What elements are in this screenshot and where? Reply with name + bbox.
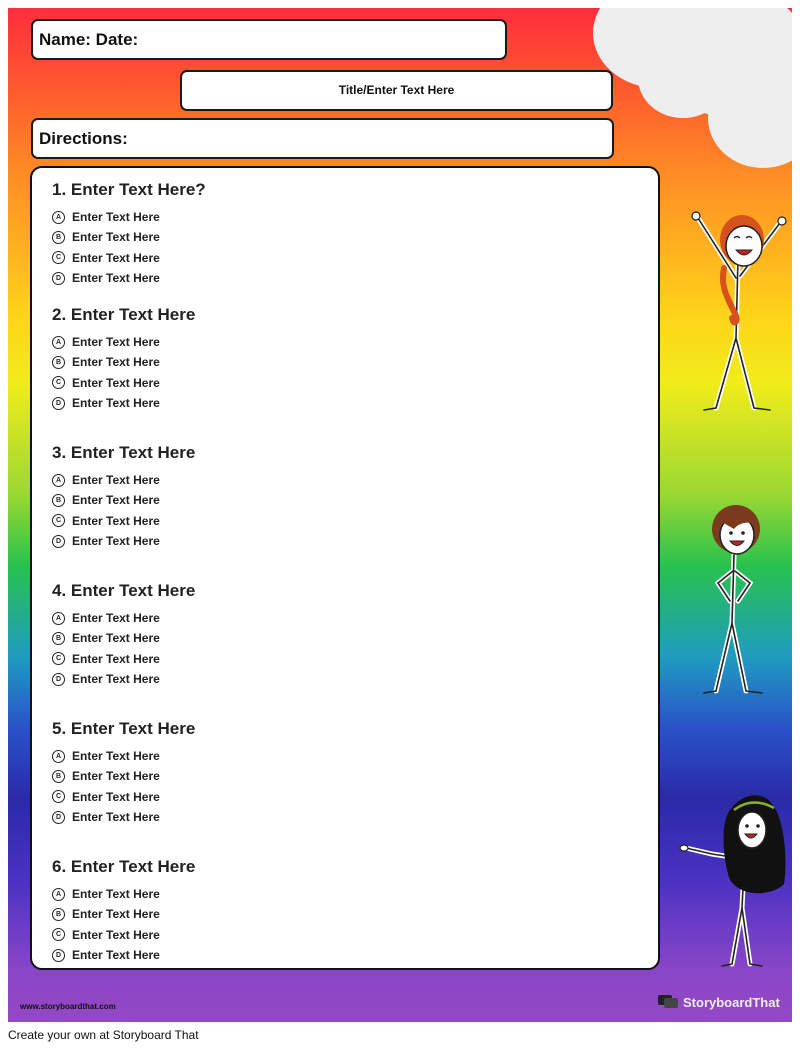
- option-text: Enter Text Here: [72, 927, 160, 942]
- question-3: [52, 442, 195, 551]
- question-title: 2. Enter Text Here: [52, 305, 196, 324]
- option-text: Enter Text Here: [72, 948, 160, 963]
- option-c[interactable]: [52, 248, 206, 268]
- option-b[interactable]: [52, 766, 195, 786]
- option-text: Enter Text Here: [72, 210, 160, 225]
- option-d[interactable]: [52, 268, 206, 288]
- option-text: Enter Text Here: [72, 473, 160, 488]
- stick-figure-brunette-icon: [690, 493, 780, 698]
- option-letter-d: D: [52, 397, 65, 410]
- directions-label: Directions:: [39, 129, 128, 148]
- question-title: 5. Enter Text Here: [52, 719, 196, 738]
- footer-url[interactable]: www.storyboardthat.com: [20, 1002, 116, 1011]
- option-letter-b: B: [52, 231, 65, 244]
- question-title: 1. Enter Text Here?: [52, 180, 206, 199]
- option-text: Enter Text Here: [72, 672, 160, 687]
- question-2: [52, 304, 195, 413]
- option-text: Enter Text Here: [72, 749, 160, 764]
- option-text: Enter Text Here: [72, 375, 160, 390]
- option-letter-d: D: [52, 535, 65, 548]
- option-b[interactable]: [52, 904, 195, 924]
- option-text: Enter Text Here: [72, 396, 160, 411]
- option-text: Enter Text Here: [72, 887, 160, 902]
- option-letter-a: A: [52, 612, 65, 625]
- option-letter-d: D: [52, 949, 65, 962]
- option-letter-b: B: [52, 770, 65, 783]
- option-text: Enter Text Here: [72, 631, 160, 646]
- directions-field[interactable]: [31, 118, 614, 159]
- option-text: Enter Text Here: [72, 810, 160, 825]
- option-letter-c: C: [52, 790, 65, 803]
- option-d[interactable]: [52, 945, 195, 965]
- option-b[interactable]: [52, 352, 195, 372]
- option-a[interactable]: [52, 884, 195, 904]
- question-title: 3. Enter Text Here: [52, 443, 196, 462]
- option-letter-b: B: [52, 356, 65, 369]
- option-text: Enter Text Here: [72, 907, 160, 922]
- option-d[interactable]: [52, 807, 195, 827]
- option-a[interactable]: [52, 608, 195, 628]
- option-letter-c: C: [52, 376, 65, 389]
- option-d[interactable]: [52, 669, 195, 689]
- option-letter-a: A: [52, 750, 65, 763]
- option-text: Enter Text Here: [72, 271, 160, 286]
- worksheet-canvas: [8, 8, 792, 1022]
- question-4: [52, 580, 195, 689]
- option-text: Enter Text Here: [72, 513, 160, 528]
- brand-logo: [657, 993, 780, 1011]
- name-date-label: Name: Date:: [39, 30, 139, 49]
- option-letter-b: B: [52, 908, 65, 921]
- question-5: [52, 718, 195, 827]
- stick-figure-redhead-icon: [680, 198, 790, 420]
- option-text: Enter Text Here: [72, 250, 160, 265]
- option-a[interactable]: [52, 470, 195, 490]
- brand-name: StoryboardThat: [683, 994, 780, 1010]
- option-letter-c: C: [52, 251, 65, 264]
- option-letter-b: B: [52, 632, 65, 645]
- option-b[interactable]: [52, 227, 206, 247]
- option-text: Enter Text Here: [72, 611, 160, 626]
- title-placeholder: Title/Enter Text Here: [338, 83, 455, 97]
- option-letter-a: A: [52, 474, 65, 487]
- name-date-field[interactable]: [31, 19, 507, 60]
- option-b[interactable]: [52, 628, 195, 648]
- option-c[interactable]: [52, 649, 195, 669]
- option-a[interactable]: [52, 746, 195, 766]
- option-text: Enter Text Here: [72, 335, 160, 350]
- question-title: 4. Enter Text Here: [52, 581, 196, 600]
- option-letter-c: C: [52, 928, 65, 941]
- stick-figure-black-hair-icon: [672, 788, 792, 970]
- option-text: Enter Text Here: [72, 355, 160, 370]
- option-text: Enter Text Here: [72, 789, 160, 804]
- option-letter-b: B: [52, 494, 65, 507]
- option-a[interactable]: [52, 207, 206, 227]
- question-6: [52, 856, 195, 965]
- option-c[interactable]: [52, 511, 195, 531]
- option-letter-c: C: [52, 652, 65, 665]
- option-b[interactable]: [52, 490, 195, 510]
- option-c[interactable]: [52, 373, 195, 393]
- speech-bubble-icon: [657, 994, 679, 1010]
- option-c[interactable]: [52, 787, 195, 807]
- question-1: [52, 179, 206, 288]
- page-caption[interactable]: Create your own at Storyboard That: [8, 1028, 199, 1042]
- option-letter-d: D: [52, 811, 65, 824]
- option-text: Enter Text Here: [72, 769, 160, 784]
- option-text: Enter Text Here: [72, 534, 160, 549]
- option-letter-d: D: [52, 673, 65, 686]
- option-letter-a: A: [52, 888, 65, 901]
- option-d[interactable]: [52, 531, 195, 551]
- option-c[interactable]: [52, 925, 195, 945]
- question-title: 6. Enter Text Here: [52, 857, 196, 876]
- option-d[interactable]: [52, 393, 195, 413]
- option-text: Enter Text Here: [72, 493, 160, 508]
- title-field[interactable]: [180, 70, 613, 111]
- option-text: Enter Text Here: [72, 651, 160, 666]
- option-letter-a: A: [52, 336, 65, 349]
- option-letter-c: C: [52, 514, 65, 527]
- quiz-panel: [30, 166, 660, 970]
- option-a[interactable]: [52, 332, 195, 352]
- option-text: Enter Text Here: [72, 230, 160, 245]
- option-letter-d: D: [52, 272, 65, 285]
- option-letter-a: A: [52, 211, 65, 224]
